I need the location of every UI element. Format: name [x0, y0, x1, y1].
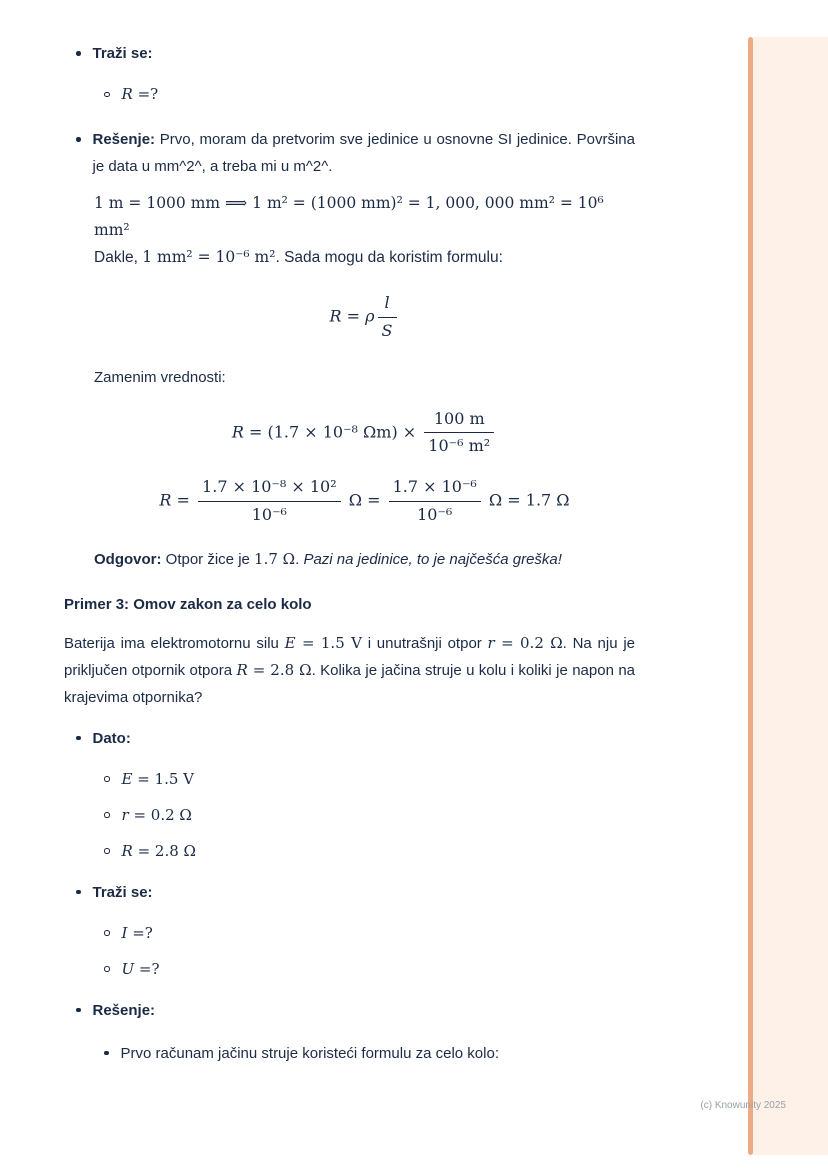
- list-item-text: [122, 920, 636, 947]
- odgovor-label: Odgovor:: [94, 550, 162, 568]
- math-middle: Ω =: [343, 490, 386, 510]
- math-value: = 1.5 V: [132, 769, 195, 788]
- resenje-text: Prvo, moram da pretvorim sve jedinice u osnovne SI jedinice. Površina je data u mm^2^, a treba mi u m^2^.: [92, 131, 635, 175]
- math-equals: =: [171, 490, 196, 510]
- list-item-dato-r-big: [64, 838, 635, 865]
- list-item-text: Prvo računam jačinu struje koristeći formulu za celo kolo:: [120, 1044, 499, 1062]
- math-variable: E: [121, 769, 133, 788]
- margin-stripe-line: [748, 37, 753, 1155]
- math-variable: R: [121, 841, 133, 860]
- circle-bullet-icon: [104, 812, 110, 818]
- math-variable-R: R: [236, 660, 248, 679]
- circle-bullet-icon: [104, 930, 110, 936]
- bullet-icon: [76, 890, 81, 895]
- fraction-denominator: 10⁻⁶: [198, 501, 341, 526]
- math-line-dakle: [94, 244, 635, 271]
- dato-label: Dato:: [92, 729, 131, 747]
- fraction-numerator: 1.7 × 10⁻⁶: [392, 477, 477, 497]
- math-value-R: = 2.8 Ω: [247, 660, 312, 679]
- list-item-text: [122, 766, 636, 793]
- list-item-step-1: [64, 1040, 635, 1067]
- fraction-denominator: S: [378, 317, 397, 342]
- math-line-conversion: 1 m = 1000 mm ⟹ 1 m² = (1000 mm)² = 1, 000, 000 mm² = 10⁶ mm²: [94, 194, 604, 239]
- dakle-text-post: . Sada mogu da koristim formulu:: [275, 249, 503, 266]
- list-item-text: [93, 725, 636, 752]
- trazi-se-label: Traži se:: [92, 883, 153, 901]
- section-heading-primer-3: Primer 3: Omov zakon za celo kolo: [64, 595, 312, 613]
- math-variable: U: [121, 959, 135, 978]
- intro-text: Baterija ima elektromotornu silu: [64, 634, 285, 652]
- bullet-icon: [76, 137, 81, 142]
- list-item-i-unknown: [64, 920, 635, 947]
- list-item-text: [93, 126, 636, 180]
- list-item-text: [122, 838, 636, 865]
- list-item-text: [93, 997, 636, 1024]
- formula-substitution: [94, 409, 635, 458]
- math-equals: =: [341, 306, 366, 326]
- fraction-numerator: 100 m: [433, 408, 485, 428]
- math-value: = 2.8 Ω: [132, 841, 196, 860]
- fraction: [389, 477, 481, 526]
- math-value-r: = 0.2 Ω: [494, 633, 563, 652]
- list-item-dato-e: [64, 766, 635, 793]
- list-item-text: [93, 40, 636, 67]
- circle-bullet-icon: [104, 92, 110, 98]
- list-item-text: [122, 956, 636, 983]
- dakle-math: 1 mm² = 10⁻⁶ m²: [142, 248, 276, 266]
- document-content: [64, 40, 635, 1081]
- math-variable: r: [121, 805, 129, 824]
- primer3-intro-paragraph: [64, 630, 635, 711]
- odgovor-line: [94, 546, 635, 573]
- dakle-text-pre: Dakle,: [94, 249, 143, 266]
- bullet-icon: [104, 1051, 109, 1056]
- odgovor-text-2: .: [295, 550, 304, 568]
- list-item-text: [122, 81, 636, 108]
- intro-text-4: . Kolika je jačina struje u kolu i koliki je napon na krajevima otpornika?: [64, 661, 636, 706]
- math-variable-E: E: [284, 633, 296, 652]
- list-item-r-unknown: [64, 81, 635, 108]
- math-value: =?: [134, 959, 160, 978]
- bullet-icon: [76, 51, 81, 56]
- math-value-E: = 1.5 V: [295, 633, 362, 652]
- fraction: [198, 477, 341, 526]
- circle-bullet-icon: [104, 966, 110, 972]
- fraction-numerator: 1.7 × 10⁻⁸ × 10²: [202, 477, 337, 497]
- circle-bullet-icon: [104, 776, 110, 782]
- intro-text-3: . Na nju je priključen otpornik otpora: [64, 634, 635, 679]
- trazi-se-label: Traži se:: [92, 45, 153, 62]
- list-item-dato: [64, 725, 635, 752]
- list-item-text: [122, 802, 636, 829]
- math-variable: R: [329, 306, 342, 326]
- fraction-denominator: 10⁻⁶: [389, 501, 481, 526]
- fraction: [424, 409, 494, 458]
- math-variable: R: [159, 490, 172, 510]
- bullet-icon: [76, 736, 81, 741]
- formula-calculation: [94, 477, 635, 526]
- zamenim-text: Zamenim vrednosti:: [94, 368, 226, 386]
- margin-stripe-fill: [753, 37, 828, 1155]
- math-variable: R: [121, 85, 133, 103]
- math-value: =?: [132, 85, 159, 103]
- fraction: [378, 293, 397, 342]
- resenje-label: Rešenje:: [92, 1001, 156, 1019]
- math-expression: = (1.7 × 10⁻⁸ Ωm) ×: [243, 422, 422, 442]
- math-value: =?: [127, 923, 153, 942]
- math-variable: R: [231, 422, 244, 442]
- list-item-trazi-se: [64, 40, 635, 67]
- math-variable: I: [121, 923, 128, 942]
- list-item-dato-r-small: [64, 802, 635, 829]
- fraction-numerator: l: [384, 293, 390, 312]
- math-result: Ω = 1.7 Ω: [483, 490, 570, 510]
- math-value: = 0.2 Ω: [128, 805, 192, 824]
- math-variable-r: r: [487, 633, 495, 652]
- odgovor-math: 1.7 Ω: [254, 549, 296, 568]
- bullet-icon: [76, 1008, 81, 1013]
- list-item-text: [93, 879, 636, 906]
- fraction-denominator: 10⁻⁶ m²: [424, 432, 494, 457]
- odgovor-text: Otpor žice je: [161, 550, 255, 568]
- list-item-u-unknown: [64, 956, 635, 983]
- list-item-trazi-se-2: [64, 879, 635, 906]
- formula-resistance: [94, 293, 635, 342]
- resenje-label: Rešenje:: [92, 131, 156, 148]
- list-item-resenje: [64, 126, 635, 180]
- intro-text-2: i unutrašnji otpor: [361, 634, 488, 652]
- circle-bullet-icon: [104, 848, 110, 854]
- odgovor-note: Pazi na jedinice, to je najčešća greška!: [303, 550, 562, 568]
- math-rho: ρ: [365, 306, 375, 326]
- list-item-resenje-2: [64, 997, 635, 1024]
- footer-copyright: (c) Knowunity 2025: [700, 1100, 786, 1111]
